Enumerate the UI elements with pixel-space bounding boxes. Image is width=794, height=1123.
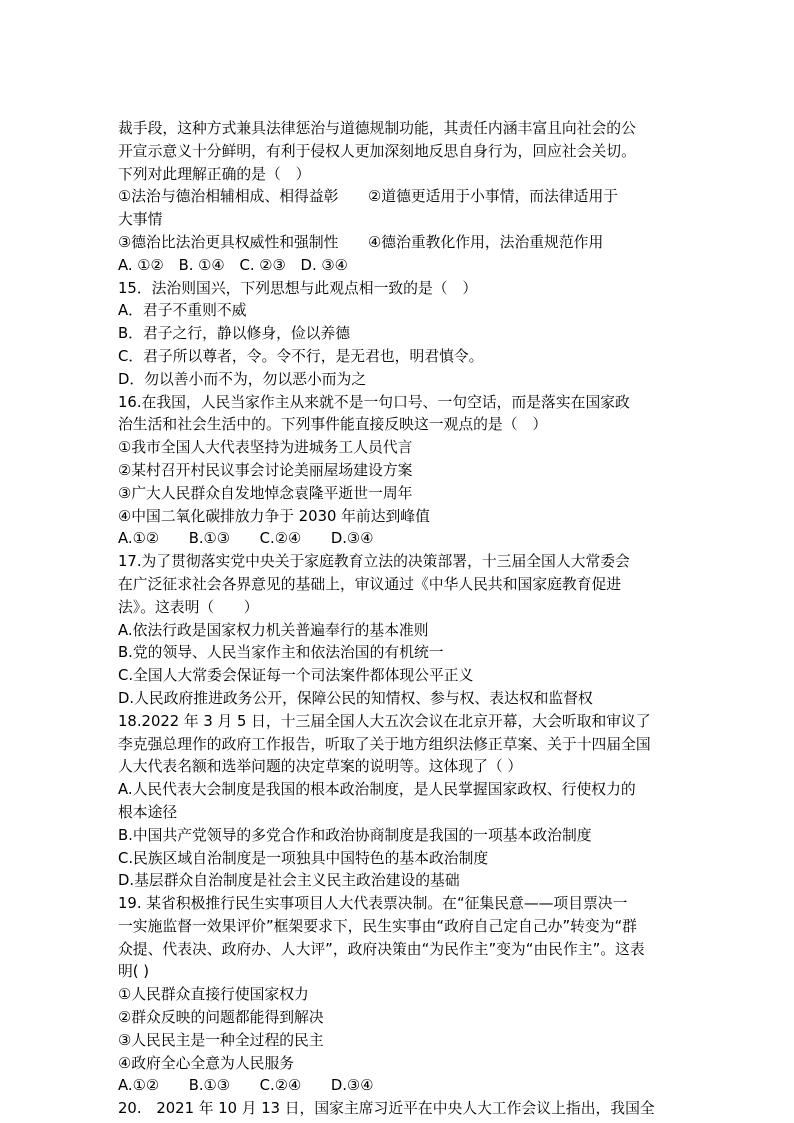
- question-17: 法》。这表明（ ）: [118, 598, 259, 616]
- option-d: D.人民政府推进政务公开，保障公民的知情权、参与权、表达权和监督权: [118, 689, 593, 707]
- option-d: D．勿以善小而不为，勿以恶小而为之: [118, 370, 367, 388]
- question-18: 人大代表名额和选举问题的决定草案的说明等。这体现了（ ）: [118, 758, 523, 776]
- question-16: 16.在我国，人民当家作主从来就不是一句口号、一句空话，而是落实在国家政: [118, 393, 630, 411]
- question-15: 15．法治则国兴，下列思想与此观点相一致的是（ ）: [118, 279, 478, 297]
- option-b: B.中国共产党领导的多党合作和政治协商制度是我国的一项基本政治制度: [118, 826, 592, 844]
- option-b: B.党的领导、人民当家作主和依法治国的有机统一: [118, 644, 444, 662]
- text-line: 开宣示意义十分鲜明，有利于侵权人更加深刻地反思自身行为，回应社会关切。: [118, 142, 636, 160]
- question-17: 17.为了贯彻落实党中央关于家庭教育立法的决策部署，十三届全国人大常委会: [118, 553, 630, 571]
- answer-statement: ①我市全国人大代表坚持为进城务工人员代言: [118, 439, 413, 457]
- answer-options: A.①② B.①③ C.②④ D.③④: [118, 530, 374, 548]
- option-a: A.依法行政是国家权力机关普遍奉行的基本准则: [118, 621, 429, 639]
- answer-statement: ②群众反映的问题都能得到解决: [118, 1009, 324, 1027]
- question-19: 一实施监督一效果评价”框架要求下，民生实事由“政府自己定自己办”转变为“群: [118, 917, 637, 935]
- answer-statement: ③德治比法治更具权威性和强制性 ④德治重教化作用，法治重规范作用: [118, 233, 604, 251]
- question-20: 20. 2021 年 10 月 13 日，国家主席习近平在中央人大工作会议上指出，我国全: [118, 1100, 655, 1118]
- answer-statement: ①人民群众直接行使国家权力: [118, 986, 309, 1004]
- option-a: 根本途径: [118, 803, 178, 821]
- question-17: 在广泛征求社会各界意见的基础上，审议通过《中华人民共和国家庭教育促进: [118, 575, 622, 593]
- question-18: 李克强总理作的政府工作报告，听取了关于地方组织法修正草案、关于十四届全国: [118, 735, 651, 753]
- question-19: 明( ): [118, 963, 150, 981]
- option-d: D.基层群众自治制度是社会主义民主政治建设的基础: [118, 872, 460, 890]
- option-b: B．君子之行，静以修身，俭以养德: [118, 325, 351, 343]
- option-c: C．君子所以尊者，令。令不行，是无君也，明君慎令。: [118, 347, 484, 365]
- answer-options: A. ①② B. ①④ C. ②③ D. ③④: [118, 256, 348, 274]
- answer-statement: ④中国二氧化碳排放力争于 2030 年前达到峰值: [118, 507, 430, 525]
- question-16: 治生活和社会生活中的。下列事件能直接反映这一观点的是（ ）: [118, 416, 548, 434]
- question-19: 19. 某省积极推行民生实事项目人大代表票决制。在“征集民意——项目票决一: [118, 895, 628, 913]
- option-a: A.人民代表大会制度是我国的根本政治制度，是人民掌握国家政权、行使权力的: [118, 781, 636, 799]
- answer-options: A.①② B.①③ C.②④ D.③④: [118, 1077, 374, 1095]
- answer-statement: ①法治与德治相辅相成、相得益彰 ②道德更适用于小事情，而法律适用于: [118, 188, 619, 206]
- question-18: 18.2022 年 3 月 5 日，十三届全国人大五次会议在北京开幕，大会听取和审议了: [118, 712, 651, 730]
- answer-statement: ③人民民主是一种全过程的民主: [118, 1031, 324, 1049]
- question-19: 众提、代表决、政府办、人大评”，政府决策由“为民作主”变为“由民作主”。这表: [118, 940, 645, 958]
- answer-statement: 大事情: [118, 211, 163, 229]
- option-a: A．君子不重则不威: [118, 302, 247, 320]
- answer-statement: ③广大人民群众自发地悼念袁隆平逝世一周年: [118, 484, 413, 502]
- option-c: C.民族区域自治制度是一项独具中国特色的基本政治制度: [118, 849, 489, 867]
- answer-statement: ②某村召开村民议事会讨论美丽屋场建设方案: [118, 461, 413, 479]
- option-c: C.全国人大常委会保证每一个司法案件都体现公平正义: [118, 667, 474, 685]
- question-stem: 下列对此理解正确的是（ ）: [118, 165, 311, 183]
- answer-statement: ④政府全心全意为人民服务: [118, 1054, 295, 1072]
- text-line: 裁手段，这种方式兼具法律惩治与道德规制功能，其责任内涵丰富且向社会的公: [118, 120, 636, 137]
